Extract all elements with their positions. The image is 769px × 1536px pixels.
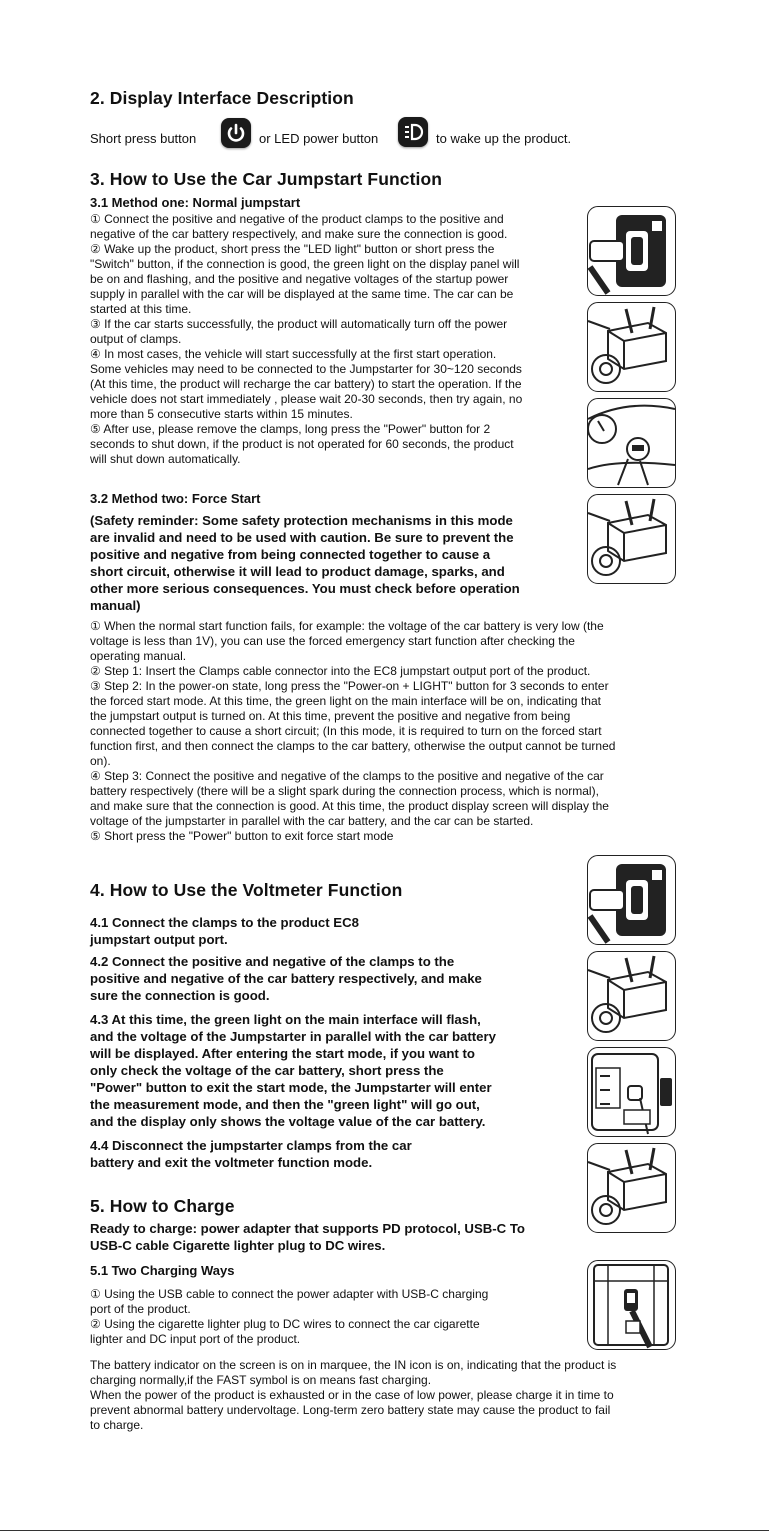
text-line: prevent abnormal battery undervoltage. Long-term zero battery state may cause the product to fail: [90, 1403, 611, 1417]
two-charging-ways-title: 5.1 Two Charging Ways: [90, 1263, 235, 1278]
wake-line-part-1: Short press button: [90, 131, 197, 146]
method-two-title: 3.2 Method two: Force Start: [90, 491, 261, 506]
battery-clamps-illustration: [587, 951, 676, 1041]
text-line: the jumpstart output is turned on. At this time, prevent the positive and negative from being: [90, 709, 571, 723]
text-line: ⑤ After use, please remove the clamps, long press the "Power" button for 2: [90, 422, 491, 436]
clamp-connector-illustration: [587, 855, 676, 945]
text-line: "Switch" button, if the connection is good, the green light on the display panel will: [90, 257, 520, 271]
text-line: sure the connection is good.: [90, 988, 270, 1003]
text-line: The battery indicator on the screen is on in marquee, the IN icon is on, indicating that the product is: [90, 1358, 617, 1372]
text-line: other more serious consequences. You must check before operation: [90, 581, 520, 596]
text-line: ① Connect the positive and negative of the product clamps to the positive and: [90, 212, 504, 226]
text-line: ③ If the car starts successfully, the product will automatically turn off the power: [90, 317, 508, 331]
text-line: will shut down automatically.: [90, 452, 241, 466]
text-line: port of the product.: [90, 1302, 191, 1316]
text-line: more than 5 consecutive starts within 15 minutes.: [90, 407, 353, 421]
text-line: When the power of the product is exhausted or in the case of low power, please charge it in time to: [90, 1388, 614, 1402]
text-line: ① When the normal start function fails, for example: the voltage of the car battery is very low (the: [90, 619, 604, 633]
text-line: output of clamps.: [90, 332, 182, 346]
power-button-icon: [221, 118, 251, 148]
text-line: jumpstart output port.: [90, 932, 228, 947]
text-line: ② Step 1: Insert the Clamps cable connector into the EC8 jumpstart output port of the product.: [90, 664, 591, 678]
text-line: ④ In most cases, the vehicle will start successfully at the first start operation.: [90, 347, 497, 361]
text-line: and the display only shows the voltage value of the car battery.: [90, 1114, 486, 1129]
text-line: ① Using the USB cable to connect the power adapter with USB-C charging: [90, 1287, 489, 1301]
text-line: 4.2 Connect the positive and negative of the clamps to the: [90, 954, 455, 969]
step-4-4: [90, 1137, 412, 1171]
text-line: lighter and DC input port of the product.: [90, 1332, 301, 1346]
text-line: positive and negative of the car battery respectively, and make: [90, 971, 482, 986]
text-line: seconds to shut down, if the product is not operated for 60 seconds, the product: [90, 437, 514, 451]
text-line: USB-C cable Cigarette lighter plug to DC wires.: [90, 1238, 386, 1253]
text-line: manual): [90, 598, 141, 613]
section-5-title: 5. How to Charge: [90, 1196, 235, 1216]
text-line: (At this time, the product will recharge the car battery) to start the operation. If the: [90, 377, 522, 391]
step-4-1: [90, 914, 359, 948]
text-line: only check the voltage of the car battery, short press the: [90, 1063, 444, 1078]
text-line: ② Using the cigarette lighter plug to DC wires to connect the car cigarette: [90, 1317, 480, 1331]
text-line: the measurement mode, and then the "green light" will go out,: [90, 1097, 480, 1112]
method-two-text: [90, 619, 615, 844]
step-4-2: [90, 953, 482, 1004]
text-line: charging normally,if the FAST symbol is on means fast charging.: [90, 1373, 432, 1387]
clamp-connector-illustration: [587, 206, 676, 296]
text-line: supply in parallel with the car will be displayed at the same time. The car can be: [90, 287, 514, 301]
text-line: positive and negative from being connected together to cause a: [90, 547, 491, 562]
page-bottom-divider: [0, 1530, 769, 1531]
text-line: are invalid and need to be used with caution. Be sure to prevent the: [90, 530, 514, 545]
text-line: connected together to cause a short circuit; (In this mode, it is required to turn on the forced start: [90, 724, 602, 738]
text-line: ③ Step 2: In the power-on state, long press the "Power-on + LIGHT" button for 3 seconds to enter: [90, 679, 609, 693]
text-line: short circuit, otherwise it will lead to product damage, sparks, and: [90, 564, 505, 579]
wake-line-part-3: to wake up the product.: [436, 131, 572, 146]
section-4-title: 4. How to Use the Voltmeter Function: [90, 880, 403, 900]
text-line: be on and flashing, and the positive and negative voltages of the startup power: [90, 272, 509, 286]
battery-clamps-illustration: [587, 1143, 676, 1233]
text-line: voltage is less than 1V), you can use the forced emergency start function after checking the: [90, 634, 575, 648]
charging-ways-text: [90, 1287, 488, 1347]
section-2-title: 2. Display Interface Description: [90, 88, 354, 108]
method-one-text: [90, 212, 522, 467]
text-line: operating manual.: [90, 649, 187, 663]
text-line: ⑤ Short press the "Power" button to exit force start mode: [90, 829, 394, 843]
text-line: "Power" button to exit the start mode, the Jumpstarter will enter: [90, 1080, 492, 1095]
text-line: on).: [90, 754, 111, 768]
text-line: and make sure that the connection is good. At this time, the product display screen will display the: [90, 799, 609, 813]
text-line: Some vehicles may need to be connected to the Jumpstarter for 30~120 seconds: [90, 362, 522, 376]
method-one-title: 3.1 Method one: Normal jumpstart: [90, 195, 301, 210]
text-line: ④ Step 3: Connect the positive and negative of the clamps to the positive and negative of the car: [90, 769, 604, 783]
led-light-button-icon: [398, 117, 428, 147]
battery-clamps-illustration: [587, 494, 676, 584]
display-panel-illustration: [587, 1047, 676, 1137]
wake-line-part-2: or LED power button: [259, 131, 379, 146]
text-line: battery and exit the voltmeter function mode.: [90, 1155, 373, 1170]
car-start-button-illustration: [587, 398, 676, 488]
ready-to-charge: [90, 1220, 525, 1254]
text-line: battery respectively (there will be a slight spark during the connection process, which is normal),: [90, 784, 599, 798]
text-line: 4.3 At this time, the green light on the main interface will flash,: [90, 1012, 481, 1027]
battery-clamps-illustration: [587, 302, 676, 392]
text-line: Ready to charge: power adapter that supports PD protocol, USB-C To: [90, 1221, 525, 1236]
text-line: voltage of the jumpstarter in parallel with the car battery, and the car can be started.: [90, 814, 534, 828]
text-line: started at this time.: [90, 302, 192, 316]
text-line: 4.4 Disconnect the jumpstarter clamps from the car: [90, 1138, 412, 1153]
text-line: (Safety reminder: Some safety protection mechanisms in this mode: [90, 513, 513, 528]
text-line: the forced start mode. At this time, the green light on the main interface will be on, indicating that: [90, 694, 601, 708]
section-3-title: 3. How to Use the Car Jumpstart Function: [90, 169, 443, 189]
step-4-3: [90, 1011, 496, 1130]
charging-notes: [90, 1358, 616, 1433]
text-line: vehicle does not start immediately , please wait 20-30 seconds, then try again, no: [90, 392, 523, 406]
text-line: and the voltage of the Jumpstarter in parallel with the car battery: [90, 1029, 496, 1044]
text-line: negative of the car battery respectively, and make sure the connection is good.: [90, 227, 508, 241]
text-line: will be displayed. After entering the start mode, if you want to: [90, 1046, 475, 1061]
usb-c-charging-illustration: [587, 1260, 676, 1350]
text-line: to charge.: [90, 1418, 144, 1432]
text-line: function first, and then connect the clamps to the car battery, otherwise the output cannot be turned: [90, 739, 616, 753]
text-line: ② Wake up the product, short press the "LED light" button or short press the: [90, 242, 495, 256]
text-line: 4.1 Connect the clamps to the product EC8: [90, 915, 359, 930]
safety-reminder: [90, 512, 520, 614]
